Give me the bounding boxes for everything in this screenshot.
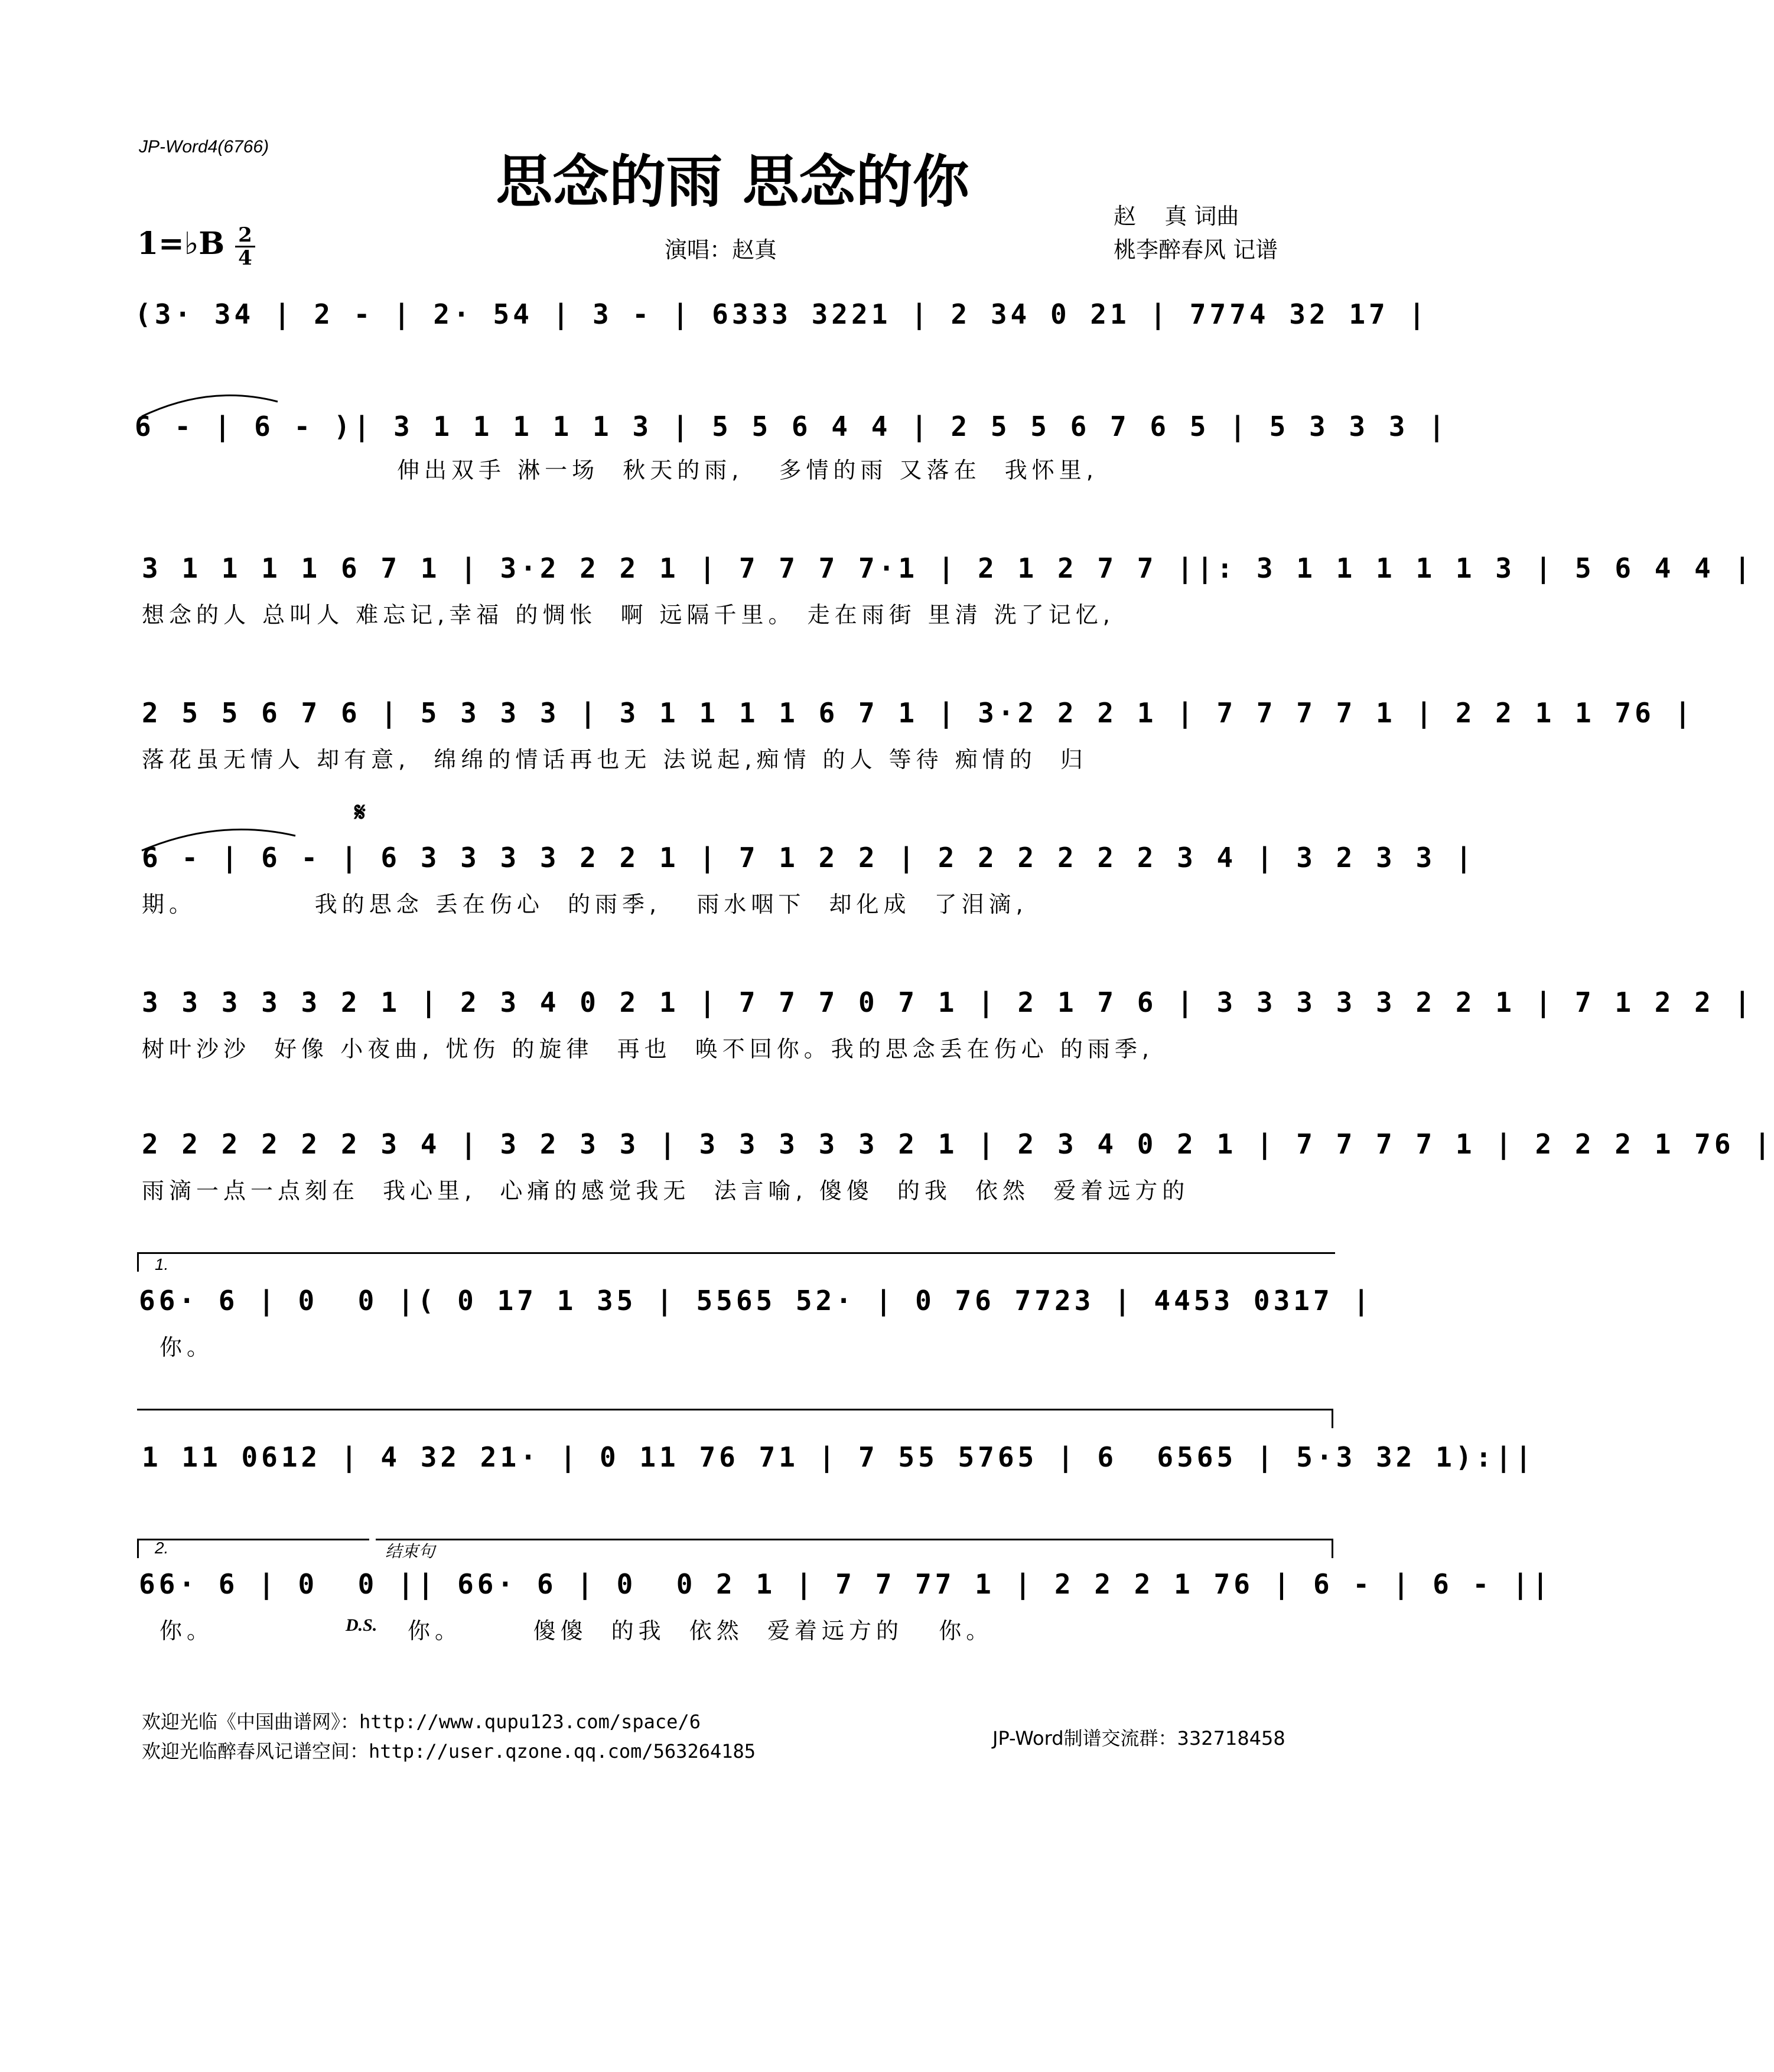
system-2-notes: 6 - | 6 - )| 3 1 1 1 1 1 3 | 5 5 6 4 4 | 2 5 5 6 7 6 5 | 5 3 3 3 | [135,411,1449,442]
footer-line-1: 欢迎光临《中国曲谱网》：http://www.qupu123.com/space/6 [142,1711,701,1733]
first-ending-label: 1. [155,1255,169,1273]
system-8-notes: 66· 6 | 0 0 |( 0 17 1 35 | 5565 52· | 0 76 7723 | 4453 0317 | [139,1285,1373,1317]
system-10-lyrics-coda: 你。 傻傻 的我 依然 爱着远方的 你。 [408,1618,994,1644]
footer-group: JP-Word制谱交流群：332718458 [992,1727,1285,1750]
time-signature-top: 2 [238,223,252,247]
system-4-notes: 2 5 5 6 7 6 | 5 3 3 3 | 3 1 1 1 1 6 7 1 | 3·2 2 2 1 | 7 7 7 7 1 | 2 2 1 1 76 | [142,697,1695,729]
system-7-notes: 2 2 2 2 2 2 3 4 | 3 2 3 3 | 3 3 3 3 3 2 1 | 2 3 4 0 2 1 | 7 7 7 7 1 | 2 2 2 1 76 | [142,1128,1774,1160]
dal-segno-mark: D.S. [346,1615,377,1635]
time-signature-bottom: 4 [235,246,255,269]
system-7-lyrics: 雨滴一点一点刻在 我心里, 心痛的感觉我无 法言喻, 傻傻 的我 依然 爱着远方的 [142,1178,1190,1204]
system-6-notes: 3 3 3 3 3 2 1 | 2 3 4 0 2 1 | 7 7 7 0 7 1 | 2 1 7 6 | 3 3 3 3 3 2 2 1 | 7 1 2 2 | [142,986,1755,1018]
system-8-lyrics: 你。 [160,1334,214,1360]
system-5-notes: 6 - | 6 - | 6 3 3 3 3 2 2 1 | 7 1 2 2 | 2 2 2 2 2 2 3 4 | 3 2 3 3 | [142,842,1476,874]
software-label: JP-Word4(6766) [139,137,269,157]
second-ending-bracket [137,1539,369,1558]
system-3-notes: 3 1 1 1 1 6 7 1 | 3·2 2 2 1 | 7 7 7 7·1 | 2 1 2 7 7 ||: 3 1 1 1 1 1 3 | 5 6 4 4 | [142,552,1755,584]
footer-line-2: 欢迎光临醉春风记谱空间：http://user.qzone.qq.com/563264185 [142,1740,756,1762]
key-signature: 1=♭B [137,226,225,262]
time-signature [235,224,255,269]
first-ending-bracket [137,1252,1335,1272]
system-9-notes: 1 11 0612 | 4 32 21· | 0 11 76 71 | 7 55 5765 | 6 6565 | 5·3 32 1):|| [142,1441,1535,1473]
system-4-lyrics: 落花虽无情人 却有意, 绵绵的情话再也无 法说起,痴情 的人 等待 痴情的 归 [142,747,1088,773]
system-5-lyrics: 期。 我的思念 丢在伤心 的雨季, 雨水咽下 却化成 了泪滴, [142,891,1028,917]
coda-label: 结束句 [385,1542,435,1560]
system-6-lyrics: 树叶沙沙 好像 小夜曲, 忧伤 的旋律 再也 唤不回你。我的思念丢在伤心 的雨季, [142,1036,1154,1062]
transcriber-credit: 桃李醉春风 记谱 [1114,237,1278,263]
song-title: 思念的雨 思念的你 [496,148,969,215]
system-1-notes: (3· 34 | 2 - | 2· 54 | 3 - | 6333 3221 | 2 34 0 21 | 7774 32 17 | [135,298,1429,330]
second-ending-label: 2. [155,1539,169,1557]
system-10-lyrics-ending: 你。 [160,1618,214,1644]
composer-credit: 赵 真 词曲 [1114,203,1239,229]
coda-bracket [376,1539,1333,1558]
system-2-lyrics: 伸出双手 淋一场 秋天的雨, 多情的雨 又落在 我怀里, [397,457,1098,483]
system-3-lyrics: 想念的人 总叫人 难忘记,幸福 的惆怅 啊 远隔千里。 走在雨街 里清 洗了记忆, [142,602,1115,628]
singer-credit: 演唱：赵真 [665,237,777,263]
first-ending-continuation [137,1409,1333,1428]
segno-sign: 𝄋 [354,797,366,828]
system-10-notes: 66· 6 | 0 0 || 66· 6 | 0 0 2 1 | 7 7 77 1 | 2 2 2 1 76 | 6 - | 6 - || [139,1568,1552,1600]
